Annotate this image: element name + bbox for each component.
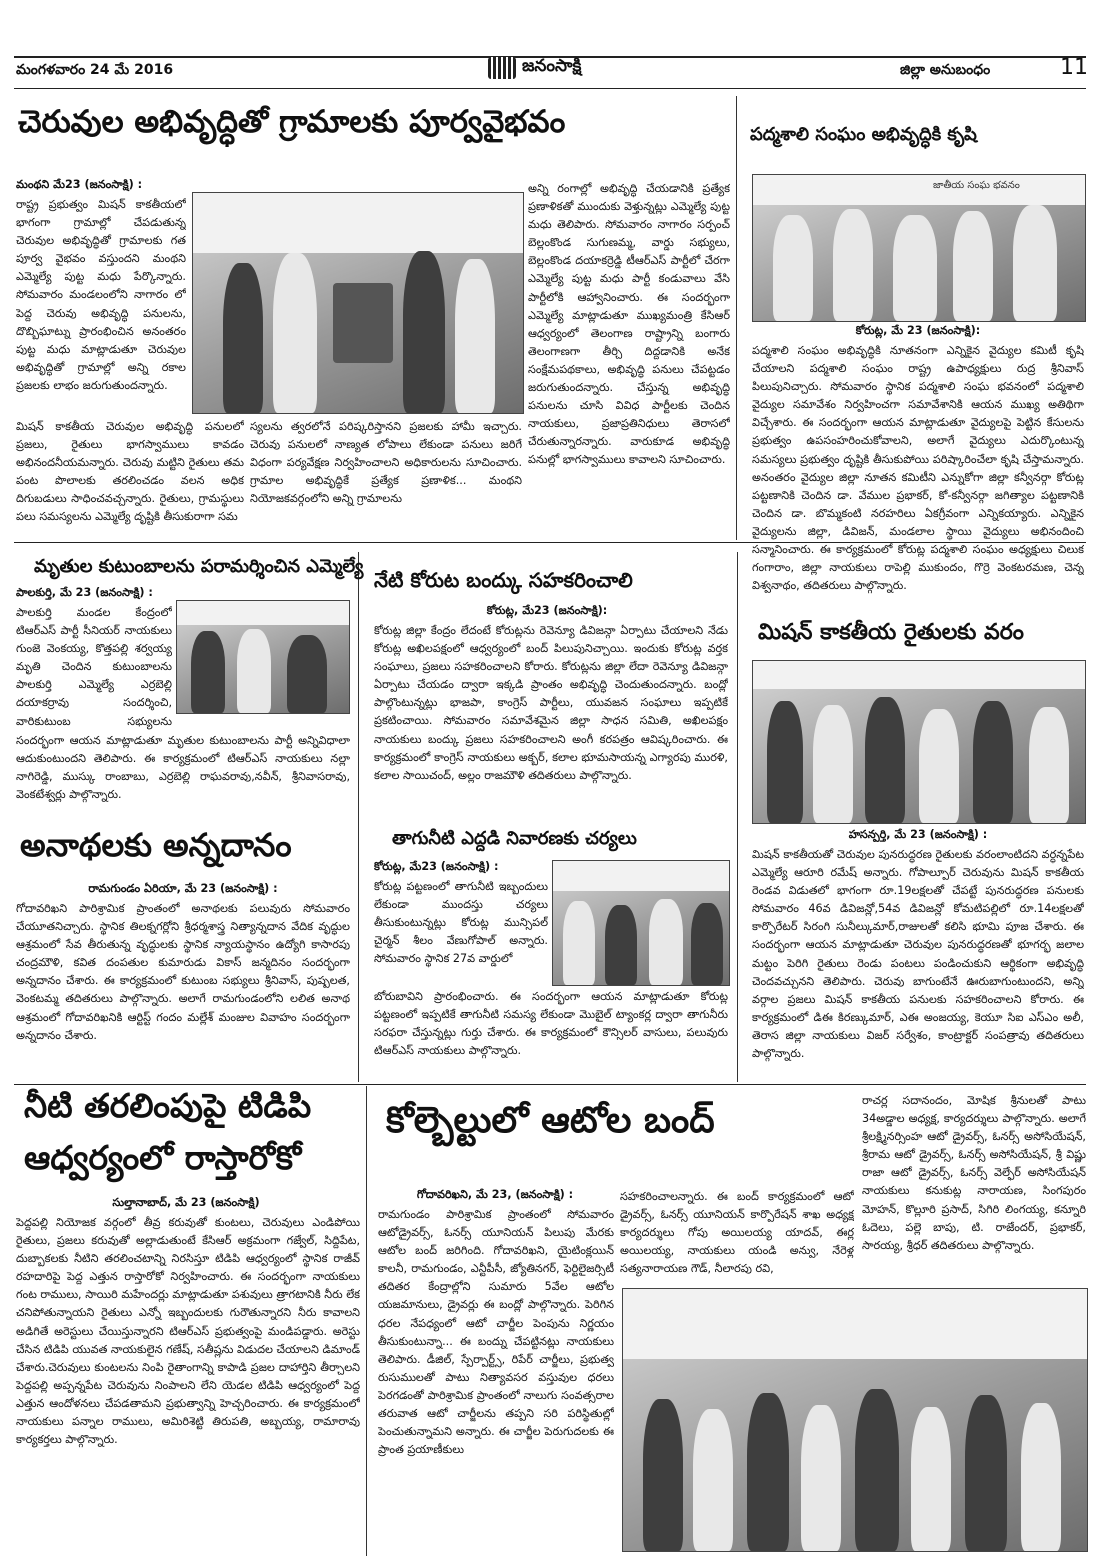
- article-4-dateline: కోరుట్ల, మే23 (జనంసాక్షి):: [486, 604, 608, 617]
- article-3-headline: మృతుల కుటుంబాలను పరామర్శించిన ఎమ్మెల్యే: [34, 556, 364, 577]
- article-9-column-2: సహకరించాలన్నారు. ఈ బంద్ కార్యక్రమంలో ఆటో డ్రైవర్స్, ఓనర్స్ యూనియన్ కార్పొరేషన్ శాఖ అధ్యక్ష కార్యదర్శులు గోపు అయిలయ్య యాదవ్, ఈర్ల అయిలయ్య, నాయకులు యండి అన్వు, నేరెళ్ల సత్యనారాయణ గౌడ్, నీలారపు రవి,: [620, 1190, 854, 1276]
- article-9-dateline: గోదావరిఖని, మే 23, (జనంసాక్షి) :: [416, 1188, 574, 1201]
- article-1-column-3: అన్ని రంగాల్లో అభివృద్ధి చేయడానికి ప్రత్యేక ప్రణాళికతో ముందుకు వెళ్తున్నట్లు ఎమ్మెల్యే పుట్ట మధు తెలిపారు. సోమవారం నాగారం సర్పంచ్ బెల్లంకొండ సుగుణమ్మ, వార్డు సభ్యులు, బెల్లంకొండ దయాకర్రెడ్డి టీఆర్ఎస్ పార్టీలో చేరగా ఎమ్మెల్యే పుట్ట మధు పార్టీ కండువాలు వేసి పార్టీలోకి ఆహ్వానించారు. ఈ సందర్భంగా ఎమ్మెల్యే మాట్లాడుతూ ముఖ్యమంత్రి కేసిఆర్ ఆధ్వర్యంలో తెలంగాణ రాష్ట్రాన్ని బంగారు తెలంగాణగా తీర్చి దిద్దడానికి అనేక సంక్షేమపథకాలు, అభివృద్ధి పనులు చేపట్టడం జరుగుతుందన్నారు. చేస్తున్న అభివృద్ధి పనులను చూసి వివిధ పార్టీలకు చెందిన నాయకులు, ప్రజాప్రతినిధులు తెరాసలో చేరుతున్నారన్నారు. వారుకూడ అభివృద్ధి పనుల్లో భాగస్వాములు కావాలని సూచించారు.: [528, 182, 730, 467]
- article-9-column-3: రాచర్ల సదానందం, మోషిక శ్రీనులతో పాటు 34అడ్డాల అధ్యక్ష, కార్యదర్శులు పాల్గొన్నారు. అలాగే శ్రీలక్ష్మినర్సింహ ఆటో డ్రైవర్స్, ఓనర్స్ అసోసియేషన్, శ్రీరామ ఆటో డ్రైవర్స్, ఓనర్స్ అసోసియేషన్, శ్రీ విష్ణు రాజా ఆటో డ్రైవర్స్, ఓనర్స్ వెల్ఫేర్ అసోసియేషన్ నాయకులు కనుకుట్ల నారాయణ, సింగపురం మోహన్, కొల్లూరి ప్రసాద్, సిగిరి లింగయ్య, కన్నూరి ఓదెలు, పల్లె బాపు, టి. రాజేందర్, ప్రభాకర్, సారయ్య, శ్రీధర్ తదితరులు పాల్గొన్నారు.: [862, 1094, 1086, 1252]
- column-divider: [358, 552, 359, 1082]
- article-3-dateline: పాలకుర్తి, మే 23 (జనంసాక్షి) :: [16, 586, 153, 599]
- article-1-photo: [192, 192, 524, 414]
- article-8-headline-line-1: నీటి తరలింపుపై టిడిపి: [24, 1086, 312, 1125]
- article-1-dateline: మంథని మే23 (జనంసాక్షి) :: [16, 178, 143, 191]
- article-5-dateline: హసన్పర్తి, మే 23 (జనంసాక్షి) :: [848, 828, 988, 841]
- article-1-column-bottom-2: స్యలను త్వరలోనే పరిష్కరిస్తానని ప్రజలకు హామీ ఇచ్చారు. చెరువు పనులలో నాణ్యత లోపాలు లేకుండా పనులు జరిగే విధంగా పర్యవేక్షణ నిర్వహించాలని అధికారులను సూచించారు. గ్రామాల అభివృద్ధికే ప్రత్యేక ప్రణాళిక... మంథని నియోజకవర్గంలోని అన్ని గ్రామాలను: [250, 420, 522, 506]
- article-5-photo: [752, 660, 1086, 824]
- article-1-column-1: రాష్ట్ర ప్రభుత్వం మిషన్ కాకతీయలో భాగంగా గ్రామాల్లో చేపడుతున్న చెరువుల అభివృద్ధితో గ్రామాలకు గత పూర్వ వైభవం వస్తుందని మంథని ఎమ్మెల్యే పుట్ట మధు పేర్కొన్నారు. సోమవారం మండలంలోని నాగారం లో పెద్ద చెరువు అభివృద్ధి పనులను, దొబ్బిఘాట్ను ప్రారంభించిన అనంతరం పుట్ట మధు మాట్లాడుతూ చెరువుల అభివృద్ధితో గ్రామాల్లో అన్ని రకాల ప్రజలకు లాభం జరుగుతుందన్నారు.: [16, 198, 186, 392]
- article-9-column-1: రామగుండం పారిశ్రామిక ప్రాంతంలో సోమవారం ఆటోడ్రైవర్స్, ఓనర్స్ యూనియన్ పిలుపు మేరకు ఆటోల బంద్ జరిగింది. గోదావరిఖని, యైటింక్లయిన్ కాలనీ, రామగుండం, ఎన్టీపీసీ, జ్యోతినగర్, ఫెర్టిలైజర్సిటీ తదితర కేంద్రాల్లోని సుమారు 5వేల ఆటోల యజమానులు, డ్రైవర్లు ఈ బంద్లో పాల్గొన్నారు. పెరిగిన ధరల నేపధ్యంలో ఆటో చార్జీల పెంపును నిర్ణయం తీసుకుంటున్నా... ఈ బంద్ను చేపట్టినట్లు నాయకులు తెలిపారు. డీజిల్, స్పేర్పార్ట్స్, రిపేర్ చార్జీలు, ప్రభుత్వ రుసుములతో పాటు నిత్యావసర వస్తువుల ధరలు పెరగడంతో పారిశ్రామిక ప్రాంతంలో నాలుగు సంవత్సరాల తరువాత ఆటో చార్జీలను తప్పని సరి పరిస్థితుల్లో పెంచుతున్నామని అన్నారు. ఈ చార్జీల పెరుగుదలకు ఈ ప్రాంత ప్రయాణీకులు: [378, 1208, 614, 1457]
- paper-logo: [488, 56, 581, 80]
- article-2-body: పద్మశాలి సంఘం అభివృద్ధికి నూతనంగా ఎన్నికైన వైద్యుల కమిటీ కృషి చేయాలని పద్మశాలి సంఘం రాష్ట్ర ఉపాధ్యక్షులు రుద్ర శ్రీనివాస్ పిలుపునిచ్చారు. సోమవారం స్థానిక పద్మశాలి సంఘ భవనంలో పద్మశాలి వైద్యుల సమావేశం నిర్వహించగా సమావేశానికి ఆయన ముఖ్య అతిథిగా విచ్చేశారు. ఈ సందర్భంగా ఆయన మాట్లాడుతూ వైద్యులపై పెట్టిన కేసులను ప్రభుత్వం ఉపసంహరించుకోవాలని, అలాగే వైద్యులు ఎదుర్కొంటున్న సమస్యలు ప్రభుత్వం దృష్టికి తీసుకుపోయి పరిష్కారించేలా కృషి చేస్తామన్నారు. అనంతరం వైద్యుల జిల్లా నూతన కమిటీని ఎన్నుకోగా జిల్లా కన్వీనర్గా కోరుట్ల పట్టణానికి చెందిన డా. వేముల ప్రభాకర్, కో-కన్వీనర్గా జగిత్యాల పట్టణానికి చెందిన డా. బొమ్మకంటి నరహరిలు ఏకగ్రీవంగా ఎన్నికయ్యారు. ఎన్నికైన వైద్యులను జిల్లా, డివిజన్, మండలాల స్థాయి వైద్యులు అభినందించి సన్మానించారు. ఈ కార్యక్రమంలో కోరుట్ల పద్మశాలి సంఘం అధ్యక్షులు చిలుక గంగారాం, జిల్లా నాయకులు రాపెల్లి ముకుందం, గొర్రె వెంకటరమణ, చెన్న విశ్వనాథం, తదితరులు పాల్గొన్నారు.: [752, 344, 1084, 593]
- column-divider: [366, 1086, 367, 1556]
- article-1-column-bottom-1: మిషన్ కాకతీయ చెరువుల అభివృద్ధి పనులలో ప్రజలు, రైతులు భాగస్వాములు కావడం అభినందనీయమన్నారు. చెరువు మట్టిని రైతులు తమ పంట పొలాలకు తరలించడం వలన అధిక దిగుబడులు సాధించవచ్చన్నారు. రైతులు, గ్రామస్థులు పలు సమస్యలను ఎమ్మెల్యే దృష్టికి తీసుకురాగా సమ: [16, 420, 244, 524]
- article-6-dateline: రామగుండం ఏరియా, మే 23 (జనంసాక్షి) :: [88, 882, 278, 895]
- issue-date: మంగళవారం 24 మే 2016: [16, 62, 174, 78]
- article-3-photo: [176, 600, 350, 714]
- section-name: జిల్లా అనుబంధం: [900, 62, 991, 78]
- section-divider: [14, 1084, 1086, 1085]
- article-7-headline: తాగునీటి ఎద్దడి నివారణకు చర్యలు: [392, 828, 637, 849]
- article-2-photo: [752, 174, 1086, 322]
- article-7-body-side: కోరుట్ల పట్టణంలో తాగునీటి ఇబ్బందులు లేకుండా ముందస్తు చర్యలు తీసుకుంటున్నట్లు కోరుట్ల మున్సిపల్ చైర్మన్ శీలం వేణుగోపాల్ అన్నారు. సోమవారం స్థానిక 27వ వార్డులో: [374, 880, 548, 966]
- masthead-rule-bottom: [14, 88, 1086, 89]
- article-7-photo: [552, 860, 730, 986]
- article-6-headline: అనాథలకు అన్నదానం: [20, 826, 292, 864]
- article-1-headline: చెరువుల అభివృద్ధితో గ్రామాలకు పూర్వవైభవం: [18, 104, 566, 140]
- article-9-headline: కోల్బెల్టులో ఆటోల బంద్: [386, 1100, 715, 1141]
- article-4-headline: నేటి కోరుట బంద్కు సహకరించాలి: [374, 568, 633, 592]
- article-7-body: బోరుబావిని ప్రారంభించారు. ఈ సందర్భంగా ఆయన మాట్లాడుతూ కోరుట్ల పట్టణంలో ఇప్పటికే తాగునీటి సమస్య లేకుండా మొబైల్ ట్యాంకర్ల ద్వారా తాగునీరు సరఫరా చేస్తున్నట్లు గుర్తు చేశారు. ఈ కార్యక్రమంలో కౌన్సిలర్ వాసులు, పలువురు టిఆర్ఎస్ నాయకులు పాల్గొన్నారు.: [374, 990, 728, 1058]
- column-divider: [736, 96, 737, 540]
- article-8-body: పెద్దపల్లి నియోజక వర్గంలో తీవ్ర కరువుతో కుంటలు, చెరువులు ఎండిపోయి రైతులు, ప్రజలు కరువుతో అల్లాడుతుంటే కేసిఆర్ అక్రమంగా గజ్వేల్, సిద్దిపేట, దుబ్బాకలకు నీటిని తరలించటాన్ని నిరసిస్తూ టిడిపి ఆధ్వర్యంలో స్థానిక రాజీవ్ రహదారిపై పెద్ద ఎత్తున రాస్తారోకో నిర్వహించారు. ఈ సందర్భంగా నాయకులు గంట రాములు, సాయిరి మహేందర్లు మాట్లాడుతూ పశువులు త్రాగటానికి నీరు లేక చనిపోతున్నాయని రైతులు ఎన్నో ఇబ్బందులకు గురౌతున్నారని నీరు కావాలని అడిగితే అరెస్టులు చేయిస్తున్నారని టిఆర్ఎస్ ప్రభుత్వంపై మండిపడ్డారు. అరెస్టు చేసిన టిడిపి యువత నాయకులైన గణేష్, సతీష్లను విడుదల చేయాలని డిమాండ్ చేశారు.చెరువులు కుంటలను నింపి రైతాంగాన్ని కాపాడి ప్రజల దాహార్తిని తీర్చాలని పెద్దపల్లి అప్పన్నపేట చెరువును నింపాలని లేని యెడల టిడిపి ఆధ్వర్యంలో పెద్ద ఎత్తున ఆందోళనలు చేపడతామని ప్రభుత్వాన్ని హెచ్చరించారు. ఈ కార్యక్రమంలో నాయకులు పన్నాల రాములు, అమిరిశెట్టి తిరుపతి, అబ్బయ్య, రామారావు కార్యకర్తలు పాల్గొన్నారు.: [16, 1216, 360, 1447]
- article-5-body: మిషన్ కాకతీయతో చెరువుల పునరుద్ధరణ రైతులకు వరంలాంటిదని వర్ధన్నపేట ఎమ్మెల్యే ఆరూరి రమేష్ అన్నారు. గోపాల్పూర్ చెరువును మిషన్ కాకతీయ రెండవ విడుతలో భాగంగా రూ.19లక్షలతో చేపట్టే పునరుద్ధరణ పనులకు సోమవారం 46వ డివిజన్లో,54వ డివిజన్లో కోమటిపల్లిలో రూ.14లక్షలతో కార్పొరేటర్ సిరంగి సునీల్కుమార్,రాజులతో కలిసి భూమి పూజ చేశారు. ఈ సందర్భంగా ఆయన మాట్లాడుతూ చెరువుల పునరుద్ధరణతో భూగర్భ జలాల మట్టం పెరిగి రైతులు రెండు పంటలు పండించుకుని ఆర్థికంగా అభివృద్ధి చెందవచ్చునని తెలిపారు. చెరువు బాగుంటేనే ఊరుబాగుంటుందని, అన్ని వర్గాల ప్రజలు మిషన్ కాకతీయ పనులకు సహకరించాలని కోరారు. ఈ కార్యక్రమంలో డిఈ కిరణ్కుమార్, ఎఈ అంజయ్య, కెయూ సిఐ ఎస్ఎం అలీ, తెరాస జిల్లా నాయకులు విజర్ సర్వేశం, కాంట్రాక్టర్ సంపత్రావు తదితరులు పాల్గొన్నారు.: [752, 848, 1084, 1061]
- column-divider: [737, 552, 738, 1082]
- article-2-headline: పద్మశాలి సంఘం అభివృద్ధికి కృషి: [750, 124, 977, 145]
- page-number: 11: [1060, 55, 1088, 80]
- logo-emblem-icon: [488, 57, 516, 79]
- article-9-photo: [622, 1288, 1088, 1552]
- article-3-body-side: పాలకుర్తి మండల కేంద్రంలో టిఆర్ఎస్ పార్టీ సీనియర్ నాయకులు గుంజె వెంకయ్య, కొత్తపల్లి శర్వయ్య మృతి చెందిన కుటుంబాలను పాలకుర్తి ఎమ్మెల్యే ఎర్రబెల్లి దయాకర్రావు సందర్శించి, వారికుటుంబ సభ్యులను: [16, 606, 172, 728]
- article-8-headline-line-2: ఆధ్వర్యంలో రాస్తారోకో: [24, 1138, 302, 1177]
- article-5-headline: మిషన్ కాకతీయ రైతులకు వరం: [758, 620, 1024, 645]
- article-2-dateline: కోరుట్ల, మే 23 (జనంసాక్షి):: [855, 324, 981, 337]
- photo-sign-text: జాతీయ సంఘ భవనం: [933, 180, 1020, 191]
- article-4-body: కోరుట్ల జిల్లా కేంద్రం లేదంటే కోరుట్లను రెవెన్యూ డివిజన్గా ఏర్పాటు చేయాలని నేడు కోరుట్ల అఖిలపక్షంలో ఆధ్వర్యంలో బంద్ పిలుపునిచ్చాయి. ఇందుకు కోరుట్ల వర్తక సంఘాలు, ప్రజలు సహకరించాలని కోరారు. కోరుట్లను జిల్లా లేదా రెవెన్యూ డివిజన్గా ఏర్పాటు చేయడం ద్వారా ఇక్కడి ప్రాంతం అభివృద్ధి చెందుతుందన్నారు. బంద్లో పాల్గొంటున్నట్లు భాజపా, కాంగ్రెస్ పార్టీలు, యువజన సంఘాలు ఇప్పటికే ప్రకటించాయి. సోమవారం సమావేశమైన జిల్లా సాధన సమితి, అఖిలపక్షం నాయకులు బంద్కు ప్రజలు సహకరించాలని అంగీ కరపత్రం ఆవిష్కరించారు. ఈ కార్యక్రమంలో కాంగ్రెస్ నాయకులు అక్బర్, కలాల భూమసాయన్న ఎగ్యారపు మురళి, కలాల సాయిచంద్, అల్లం రాజమౌళి తదితరులు పాల్గొన్నారు.: [374, 624, 728, 782]
- article-3-body: సందర్భంగా ఆయన మాట్లాడుతూ మృతుల కుటుంబాలను పార్టీ అన్నివిధాలా ఆదుకుంటుందని తెలిపారు. ఈ కార్యక్రమంలో టిఆర్ఎస్ నాయకులు నల్లా నాగిరెడ్డి, ముస్కు రాంబాబు, ఎర్రబెల్లి రాఘవరావు,నవీన్, శ్రీనివాసరావు, వెంకటేశ్వర్లు పాల్గొన్నారు.: [16, 734, 350, 802]
- article-6-body: గోదావరిఖని పారిశ్రామిక ప్రాంతంలో అనాథలకు పలువురు సోమవారం చేయూతనిచ్చారు. స్థానిక తిలక్నగర్లోని శ్రీధర్మశాస్త్ర నిత్యాన్నదాన వేదిక వృద్ధుల ఆశ్రమంలో సేవ తీరుతున్న వృద్ధులకు స్థానిక న్యాయస్థానం ఉద్యోగి కాసారపు చంద్రమౌళి, కవిత దంపతుల కుమారుడు వికాస్ జన్మదినం సందర్భంగా అన్నదానం చేశారు. ఈ కార్యక్రమంలో కుటుంబ సభ్యులు శ్రీనివాస్, పుష్పలత, వెంకటమ్మ తదితరులు పాల్గొన్నారు. అలాగే రామగుండంలోని లలిత అనాథ ఆశ్రమంలో గోదావరిఖనికి ఆర్టిస్ట్ గందం మల్లేశ్ మంజుల వివాహం సందర్భంగా అన్నదానం చేశారు.: [16, 902, 350, 1042]
- paper-name: జనంసాక్షి: [522, 56, 582, 76]
- article-8-dateline: సుల్తానాబాద్, మే 23 (జనంసాక్షి): [112, 1196, 260, 1209]
- article-7-dateline: కోరుట్ల, మే23 (జనంసాక్షి) :: [374, 860, 499, 873]
